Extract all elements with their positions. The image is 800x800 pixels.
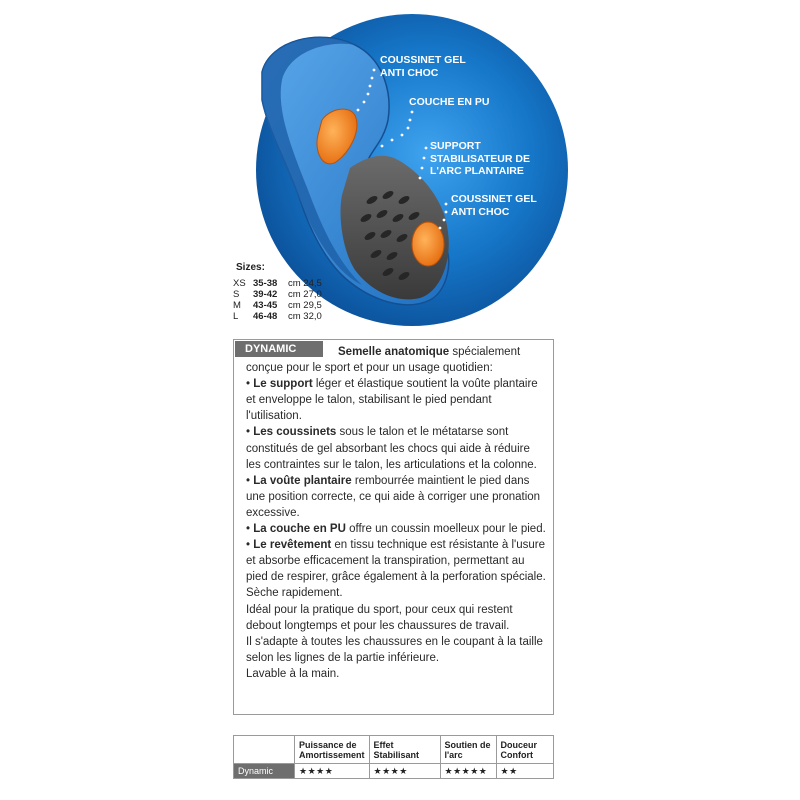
rating-table bbox=[233, 735, 554, 779]
description-box bbox=[233, 339, 554, 715]
bullet-text: en tissu technique est résistante à l'usure et absorbe efficacement la transpiration, permettant au pied de respirer, grâce également à la perforation spéciale. Sèche rapidement. bbox=[246, 539, 546, 600]
rating-header-cushioning: Puissance de Amortissement bbox=[295, 736, 370, 764]
bullet-title: Le revêtement bbox=[253, 539, 332, 552]
rating-stars: ★★ bbox=[496, 764, 553, 779]
bullet-text: rembourrée maintient le pied dans une position correcte, ce qui aide à corriger une pronation excessive. bbox=[246, 474, 541, 519]
size-range: 39-42 bbox=[253, 289, 278, 300]
rating-header-comfort: Douceur Confort bbox=[496, 736, 553, 764]
rating-row-label: Dynamic bbox=[234, 764, 295, 779]
size-row bbox=[233, 289, 322, 300]
sizes-title: Sizes: bbox=[236, 262, 265, 273]
insole-illustration bbox=[0, 0, 800, 340]
rating-stars: ★★★★ bbox=[295, 764, 370, 779]
callout-line: STABILISATEUR DE bbox=[430, 152, 530, 165]
callout-line: ANTI CHOC bbox=[380, 66, 439, 79]
size-cm: cm 24,5 bbox=[288, 278, 322, 289]
bullet-title: La voûte plantaire bbox=[253, 474, 352, 487]
bullet-title: Le support bbox=[253, 378, 313, 391]
feature-bullet: • Le revêtement en tissu technique est résistante à l'usure et absorbe efficacement la transpiration, permettant au pied de respirer, grâce également à la perforation spéciale. Sèche rapidement. bbox=[246, 539, 546, 600]
size-range: 43-45 bbox=[253, 300, 278, 311]
size-code: S bbox=[233, 289, 240, 300]
rating-stars: ★★★★★ bbox=[440, 764, 496, 779]
callout-heel-gel bbox=[380, 54, 466, 79]
size-range: 46-48 bbox=[253, 311, 278, 322]
callout-line: ANTI CHOC bbox=[451, 205, 510, 218]
description-text bbox=[246, 344, 546, 682]
rating-header-row bbox=[234, 736, 554, 764]
callout-arch-support bbox=[430, 140, 530, 178]
size-row bbox=[233, 300, 322, 311]
closing-text: Il s'adapte à toutes les chaussures en le coupant à la taille selon les lignes de la partie inférieure. bbox=[246, 635, 543, 664]
size-row bbox=[233, 278, 322, 289]
callout-line: COUCHE EN PU bbox=[409, 96, 490, 108]
callout-line: COUSSINET GEL bbox=[380, 54, 466, 66]
bullet-title: Les coussinets bbox=[253, 426, 337, 439]
callout-pu-layer bbox=[409, 96, 490, 109]
intro-bold: Semelle anatomique bbox=[338, 346, 450, 358]
size-cm: cm 27,0 bbox=[288, 289, 322, 300]
rating-header-arch-support: Soutien de l'arc bbox=[440, 736, 496, 764]
rating-row bbox=[234, 764, 554, 779]
feature-bullet: • La couche en PU offre un coussin moelleux pour le pied. bbox=[246, 523, 546, 536]
rating-header-stability: Effet Stabilisant bbox=[369, 736, 440, 764]
size-cm: cm 32,0 bbox=[288, 311, 322, 322]
description-intro bbox=[246, 344, 546, 376]
closing-text: Idéal pour la pratique du sport, pour ceux qui restent debout longtemps et pour les chaussures de travail. bbox=[246, 603, 513, 632]
feature-bullet: • Les coussinets sous le talon et le métatarse sont constitués de gel absorbant les chocs qui aide à réduire les contraintes sur le talon, les articulations et la colonne. bbox=[246, 426, 537, 471]
feature-bullet: • Le support léger et élastique soutient la voûte plantaire et enveloppe le talon, stabilisant le pied pendant l'utilisation. bbox=[246, 378, 538, 423]
sizes-table bbox=[233, 278, 322, 322]
intro-text: spécialement conçue pour le sport et pour un usage quotidien: bbox=[246, 346, 521, 375]
size-code: M bbox=[233, 300, 241, 311]
callout-line: L'ARC PLANTAIRE bbox=[430, 165, 524, 177]
rating-header-blank bbox=[234, 736, 295, 764]
size-code: L bbox=[233, 311, 239, 322]
bullet-text: offre un coussin moelleux pour le pied. bbox=[345, 523, 546, 536]
rating-stars: ★★★★ bbox=[369, 764, 440, 779]
product-tag: DYNAMIC bbox=[235, 341, 323, 357]
size-cm: cm 29,5 bbox=[288, 300, 322, 311]
bullet-text: léger et élastique soutient la voûte plantaire et enveloppe le talon, stabilisant le pied pendant l'utilisation. bbox=[246, 378, 538, 423]
bullet-text: sous le talon et le métatarse sont constitués de gel absorbant les chocs qui aide à réduire les contraintes sur le talon, les articulations et la colonne. bbox=[246, 426, 537, 471]
product-hero bbox=[0, 0, 800, 340]
size-code: XS bbox=[233, 278, 246, 289]
size-range: 35-38 bbox=[253, 278, 278, 289]
bullet-title: La couche en PU bbox=[253, 523, 346, 536]
closing-text: Lavable à la main. bbox=[246, 667, 340, 680]
callout-line: COUSSINET GEL bbox=[451, 193, 537, 205]
callout-line: SUPPORT bbox=[430, 140, 481, 152]
size-row bbox=[233, 311, 322, 322]
callout-forefoot-gel bbox=[451, 193, 537, 218]
feature-bullet: • La voûte plantaire rembourrée maintient le pied dans une position correcte, ce qui aide à corriger une pronation excessive. bbox=[246, 474, 541, 519]
